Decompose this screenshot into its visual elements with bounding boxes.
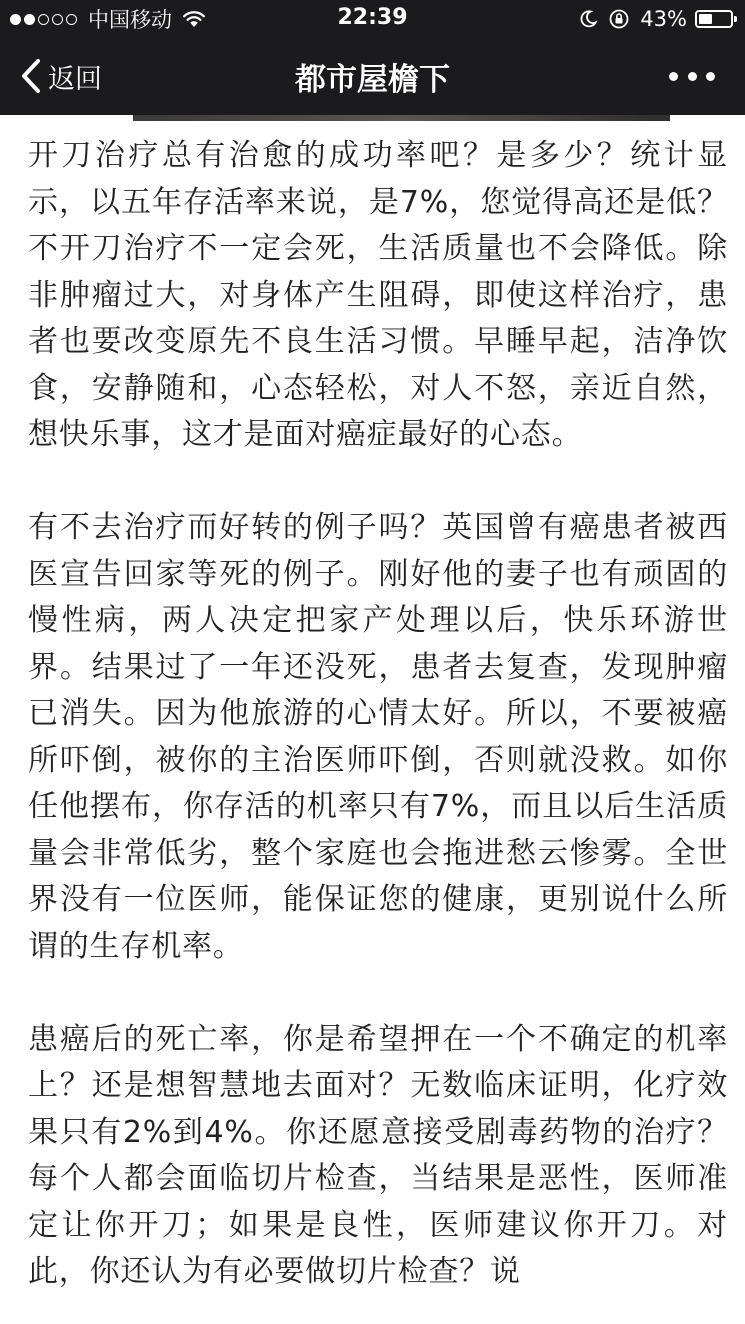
back-label: 返回 bbox=[48, 63, 102, 95]
status-right bbox=[578, 5, 733, 33]
rotation-lock-icon bbox=[608, 8, 630, 30]
battery-icon bbox=[695, 10, 733, 28]
battery-fill bbox=[699, 14, 712, 24]
nav-bar bbox=[0, 38, 745, 115]
article-image-edge bbox=[133, 115, 670, 121]
page-title: 都市屋檐下 bbox=[295, 62, 450, 98]
carrier-name: 中国移动 bbox=[88, 8, 172, 32]
back-chevron-icon bbox=[20, 58, 42, 94]
article-body bbox=[28, 133, 728, 1324]
status-time: 22:39 bbox=[337, 5, 408, 30]
article-paragraph: 开刀治疗总有治愈的成功率吧？是多少？统计显示，以五年存活率来说，是7%，您觉得高还是低？不开刀治疗不一定会死，生活质量也不会降低。除非肿瘤过大，对身体产生阻碍，即使这样治疗，患者也要改变原先不良生活习惯。早睡早起，洁净饮食，安静随和，心态轻松，对人不怒，亲近自然，想快乐事，这才是面对癌症最好的心态。 bbox=[28, 138, 728, 452]
moon-icon bbox=[578, 9, 598, 29]
article-paragraph: 有不去治疗而好转的例子吗？英国曾有癌患者被西医宣告回家等死的例子。刚好他的妻子也有顽固的慢性病，两人决定把家产处理以后，快乐环游世界。结果过了一年还没死，患者去复查，发现肿瘤已消失。因为他旅游的心情太好。所以，不要被癌所吓倒，被你的主治医师吓倒，否则就没救。如你任他摆布，你存活的机率只有7%，而且以后生活质量会非常低劣，整个家庭也会拖进愁云惨雾。全世界没有一位医师，能保证您的健康，更别说什么所谓的生存机率。 bbox=[28, 510, 728, 964]
top-bar bbox=[0, 0, 745, 115]
status-bar bbox=[0, 0, 745, 38]
battery-percent: 43% bbox=[640, 7, 687, 31]
more-dots-icon[interactable] bbox=[669, 64, 715, 88]
article-paragraph: 患癌后的死亡率，你是希望押在一个不确定的机率上？还是想智慧地去面对？无数临床证明，化疗效果只有2%到4%。你还愿意接受剧毒药物的治疗？每个人都会面临切片检查，当结果是恶性，医师准定让你开刀；如果是良性，医师建议你开刀。对此，你还认为有必要做切片检查？说 bbox=[28, 1021, 728, 1289]
back-button[interactable] bbox=[20, 54, 102, 98]
